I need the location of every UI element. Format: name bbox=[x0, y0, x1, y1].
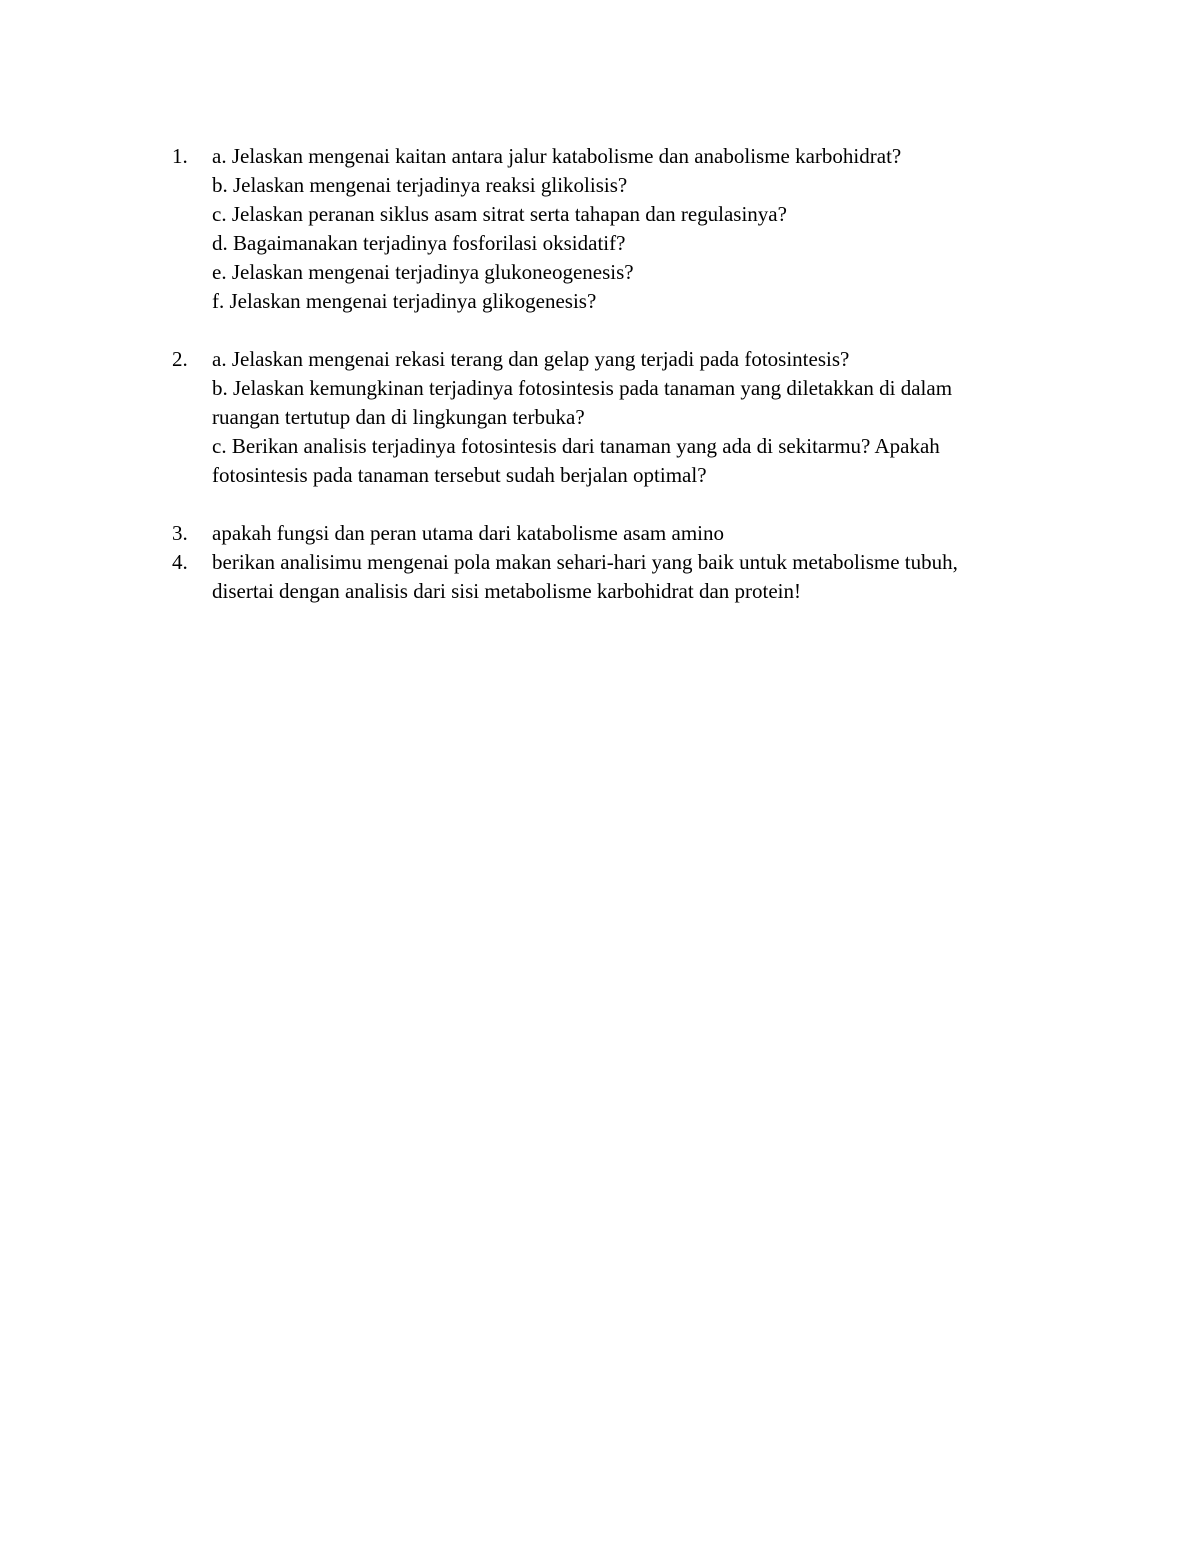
question-line: c. Jelaskan peranan siklus asam sitrat serta tahapan dan regulasinya? bbox=[212, 202, 787, 226]
question-3 bbox=[172, 519, 1072, 548]
question-number: 3. bbox=[172, 521, 188, 545]
question-line: a. Jelaskan mengenai rekasi terang dan gelap yang terjadi pada fotosintesis? bbox=[212, 347, 850, 371]
question-1 bbox=[172, 142, 1072, 316]
question-line: f. Jelaskan mengenai terjadinya glikogenesis? bbox=[212, 289, 597, 313]
question-4 bbox=[172, 548, 1072, 606]
question-line: b. Jelaskan mengenai terjadinya reaksi glikolisis? bbox=[212, 173, 628, 197]
question-line: e. Jelaskan mengenai terjadinya glukoneogenesis? bbox=[212, 260, 634, 284]
question-line: d. Bagaimanakan terjadinya fosforilasi oksidatif? bbox=[212, 231, 626, 255]
question-line: a. Jelaskan mengenai kaitan antara jalur katabolisme dan anabolisme karbohidrat? bbox=[212, 144, 902, 168]
question-2 bbox=[172, 345, 1072, 490]
question-line: apakah fungsi dan peran utama dari katabolisme asam amino bbox=[212, 521, 724, 545]
question-number: 4. bbox=[172, 550, 188, 574]
question-number: 2. bbox=[172, 347, 188, 371]
question-number: 1. bbox=[172, 144, 188, 168]
question-line: ruangan tertutup dan di lingkungan terbuka? bbox=[212, 405, 585, 429]
question-line: fotosintesis pada tanaman tersebut sudah berjalan optimal? bbox=[212, 463, 707, 487]
question-line: b. Jelaskan kemungkinan terjadinya fotosintesis pada tanaman yang diletakkan di dalam bbox=[212, 376, 953, 400]
question-list bbox=[172, 142, 1072, 606]
question-line: berikan analisimu mengenai pola makan sehari-hari yang baik untuk metabolisme tubuh, bbox=[212, 550, 958, 574]
question-line: disertai dengan analisis dari sisi metabolisme karbohidrat dan protein! bbox=[212, 579, 802, 603]
question-line: c. Berikan analisis terjadinya fotosintesis dari tanaman yang ada di sekitarmu? Apakah bbox=[212, 434, 940, 458]
